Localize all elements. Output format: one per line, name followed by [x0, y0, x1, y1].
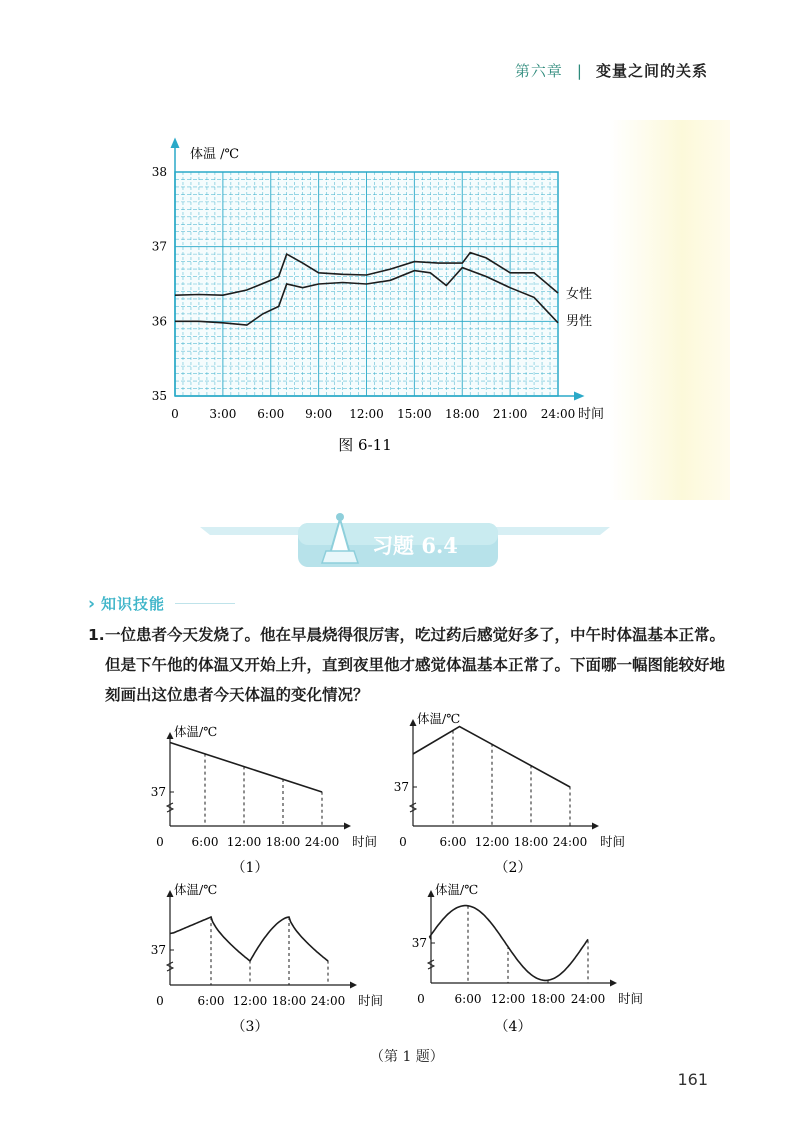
- y-tick-label: 38: [151, 165, 167, 179]
- section-header: [88, 593, 235, 614]
- x-tick-label: 3:00: [209, 407, 237, 421]
- x-tick-label: 12:00: [232, 994, 268, 1008]
- x-tick-label: 18:00: [444, 407, 480, 421]
- x-tick-label: 18:00: [530, 992, 566, 1006]
- x-axis-label: 时间: [618, 991, 644, 1006]
- chapter-label: 第六章: [514, 62, 563, 80]
- figure-caption: 图 6-11: [338, 436, 392, 454]
- y-ref-label: 37: [411, 936, 427, 950]
- x-axis-label: 时间: [600, 834, 626, 849]
- x-tick-label: 24:00: [540, 407, 576, 421]
- temperature-curve: [170, 743, 322, 793]
- axis-break-icon: [410, 803, 416, 812]
- y-ref-label: 37: [150, 943, 166, 957]
- question-number: 1.: [88, 626, 105, 644]
- header-separator: |: [576, 61, 582, 80]
- x-tick-label: 21:00: [492, 407, 528, 421]
- x-tick-label: 6:00: [439, 835, 467, 849]
- x-axis-label: 时间: [358, 993, 384, 1008]
- y-axis-label: 体温/℃: [174, 882, 218, 897]
- y-axis-label: 体温/℃: [174, 724, 218, 739]
- temperature-curve: [170, 917, 328, 961]
- x-tick-label: 24:00: [552, 835, 588, 849]
- x-tick-label: 18:00: [271, 994, 307, 1008]
- x-tick-label: 24:00: [304, 835, 340, 849]
- question-caption: （第 1 题）: [370, 1049, 444, 1065]
- x-tick-label: 6:00: [197, 994, 225, 1008]
- x-tick-label: 12:00: [226, 835, 262, 849]
- x-tick-label: 0: [156, 835, 164, 849]
- x-tick-label: 6:00: [454, 992, 482, 1006]
- axis-break-icon: [167, 962, 173, 971]
- x-tick-label: 12:00: [474, 835, 510, 849]
- option-chart-2: [394, 711, 625, 876]
- y-axis-label: 体温 /℃: [190, 147, 240, 162]
- x-tick-label: 0: [171, 407, 179, 421]
- x-tick-label: 15:00: [397, 407, 432, 421]
- section-label: 知识技能: [101, 595, 166, 613]
- option-chart-4: [412, 882, 643, 1035]
- x-tick-label: 12:00: [349, 407, 384, 421]
- chart-caption: （3）: [231, 1019, 269, 1035]
- question-text: 一位患者今天发烧了。他在早晨烧得很厉害，吃过药后感觉好多了，中午时体温基本正常。但是下午他的体温又开始上升，直到夜里他才感觉体温基本正常了。下面哪一幅图能较好地刻画出这位患者今天体温的变化情况？: [105, 625, 726, 704]
- y-axis-label: 体温/℃: [435, 882, 479, 897]
- y-ref-label: 37: [150, 785, 166, 799]
- y-axis-label: 体温/℃: [417, 711, 461, 726]
- x-tick-label: 0: [417, 992, 425, 1006]
- x-tick-label: 9:00: [305, 407, 333, 421]
- chart-caption: （1）: [231, 860, 269, 876]
- y-ref-label: 37: [393, 780, 409, 794]
- y-tick-label: 36: [151, 314, 167, 329]
- x-tick-label: 0: [399, 835, 407, 849]
- x-tick-label: 18:00: [265, 835, 301, 849]
- series-label: 女性: [566, 287, 593, 302]
- y-tick-label: 35: [151, 389, 167, 403]
- option-chart-1: [151, 724, 377, 876]
- chart-caption: （4）: [494, 1019, 532, 1035]
- x-tick-label: 24:00: [310, 994, 346, 1008]
- x-tick-label: 12:00: [490, 992, 526, 1006]
- series-label: 男性: [566, 314, 593, 329]
- question-1: [88, 620, 728, 710]
- chapter-title: 变量之间的关系: [595, 62, 708, 80]
- x-axis-label: 时间: [578, 407, 605, 422]
- temperature-curve: [413, 727, 570, 788]
- section-divider: [175, 603, 235, 604]
- option-chart-3: [151, 882, 383, 1035]
- exercise-banner: [200, 505, 610, 575]
- y-tick-label: 37: [151, 239, 167, 254]
- page-number: 161: [677, 1070, 708, 1089]
- chevron-right-icon: ›: [88, 593, 96, 614]
- axis-break-icon: [167, 803, 173, 812]
- axis-break-icon: [428, 960, 434, 969]
- chart-caption: （2）: [494, 860, 532, 876]
- figure-6-11: [0, 0, 800, 470]
- temperature-curve: [430, 906, 588, 981]
- exercise-title: 习题 6.4: [372, 533, 458, 558]
- x-tick-label: 6:00: [191, 835, 219, 849]
- x-tick-label: 6:00: [257, 407, 285, 421]
- x-tick-label: 24:00: [570, 992, 606, 1006]
- x-axis-label: 时间: [352, 834, 378, 849]
- x-tick-label: 18:00: [513, 835, 549, 849]
- x-tick-label: 0: [156, 994, 164, 1008]
